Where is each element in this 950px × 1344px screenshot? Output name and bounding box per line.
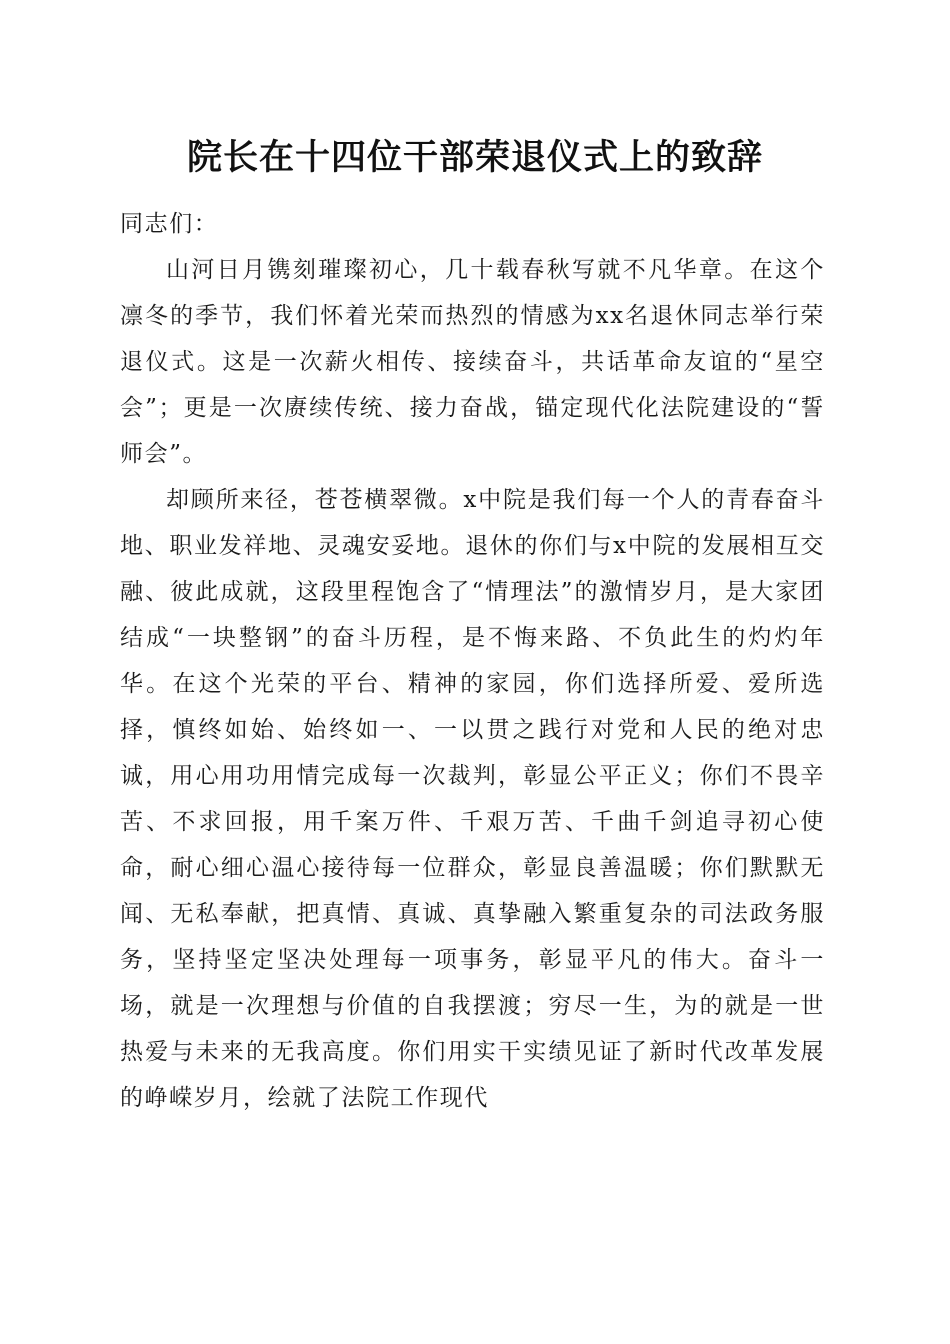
paragraph-1: 山河日月镌刻璀璨初心，几十载春秋写就不凡华章。在这个凛冬的季节，我们怀着光荣而热烈的情感为xx名退休同志举行荣退仪式。这是一次薪火相传、接续奋斗，共话革命友谊的“星空会”；更是一次赓续传统、接力奋战，锚定现代化法院建设的“誓师会”。 (120, 257, 825, 467)
document-title: 院长在十四位干部荣退仪式上的致辞 (186, 137, 763, 178)
salutation: 同志们： (120, 211, 219, 237)
paragraph-2: 却顾所来径，苍苍横翠微。x中院是我们每一个人的青春奋斗地、职业发祥地、灵魂安妥地。退休的你们与x中院的发展相互交融、彼此成就，这段里程饱含了“情理法”的激情岁月，是大家团结成“一块整钢”的奋斗历程，是不悔来路、不负此生的灼灼年华。在这个光荣的平台、精神的家园，你们选择所爱、爱所选择，慎终如始、始终如一、一以贯之践行对党和人民的绝对忠诚，用心用功用情完成每一次裁判，彰显公平正义；你们不畏辛苦、不求回报，用千案万件、千艰万苦、千曲千剑追寻初心使命，耐心细心温心接待每一位群众，彰显良善温暖；你们默默无闻、无私奉献，把真情、真诚、真挚融入繁重复杂的司法政务服务，坚持坚定坚决处理每一项事务，彰显平凡的伟大。奋斗一场，就是一次理想与价值的自我摆渡；穷尽一生，为的就是一世热爱与未来的无我高度。你们用实干实绩见证了新时代改革发展的峥嵘岁月，绘就了法院工作现代 (120, 487, 825, 1111)
document-body (120, 201, 825, 1121)
